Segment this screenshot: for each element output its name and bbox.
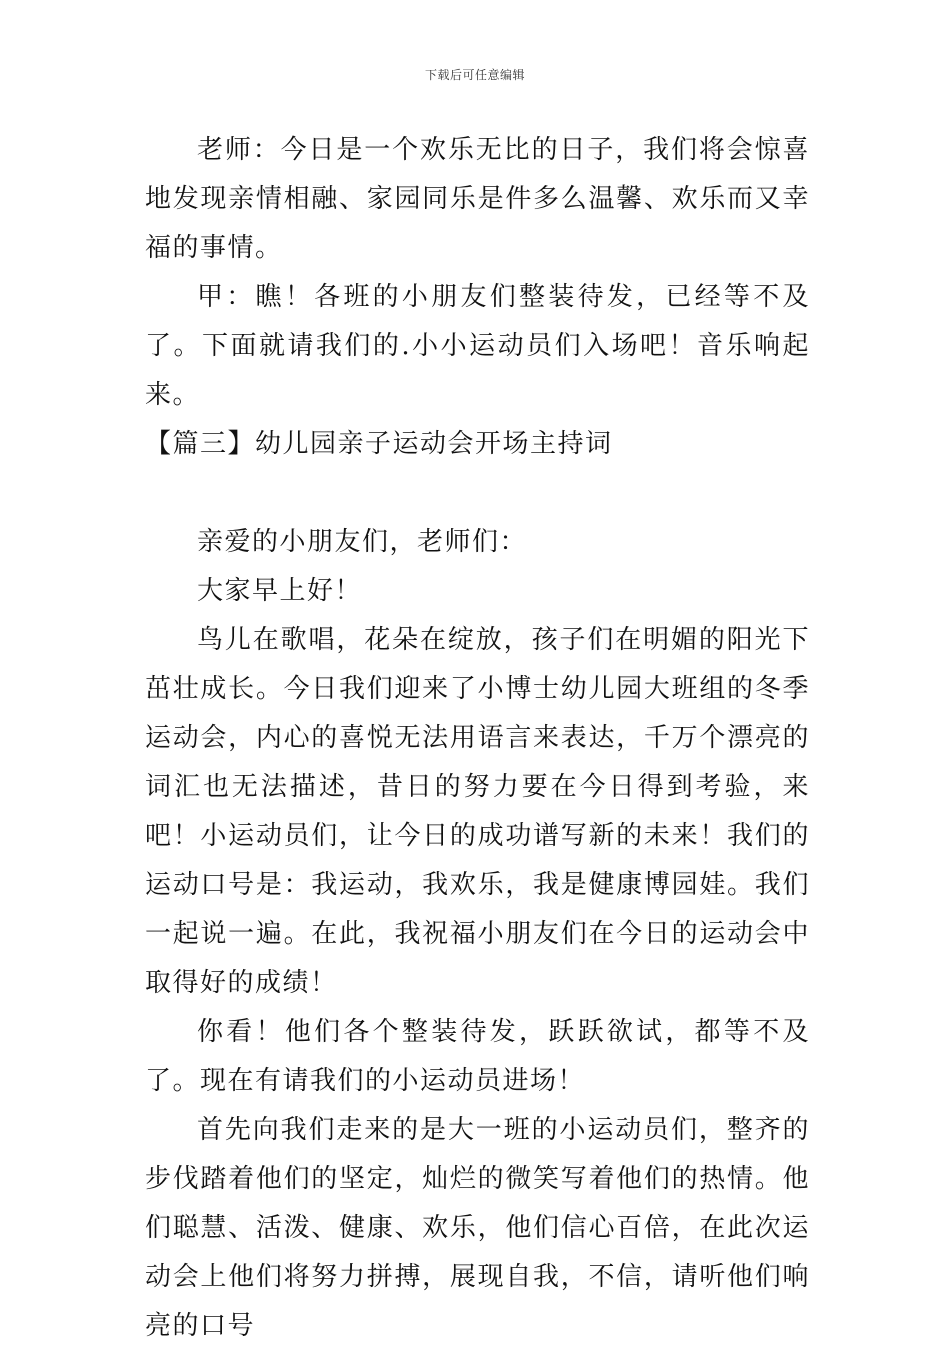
document-body bbox=[145, 126, 810, 1351]
paragraph-teacher: 老师：今日是一个欢乐无比的日子，我们将会惊喜地发现亲情相融、家园同乐是件多么温馨、欢乐而又幸福的事情。 bbox=[145, 135, 810, 263]
paragraph-jia: 甲：瞧！各班的小朋友们整装待发，已经等不及了。下面就请我们的.小小运动员们入场吧！音乐响起来。 bbox=[145, 282, 810, 410]
paragraph-birds: 鸟儿在歌唱，花朵在绽放，孩子们在明媚的阳光下茁壮成长。今日我们迎来了小博士幼儿园大班组的冬季运动会，内心的喜悦无法用语言来表达，千万个漂亮的词汇也无法描述，昔日的努力要在今日得到考验，来吧！小运动员们，让今日的成功谱写新的未来！我们的运动口号是：我运动，我欢乐，我是健康博园娃。我们一起说一遍。在此，我祝福小朋友们在今日的运动会中取得好的成绩！ bbox=[145, 625, 810, 998]
paragraph-look: 你看！他们各个整装待发，跃跃欲试，都等不及了。现在有请我们的小运动员进场！ bbox=[145, 1017, 810, 1096]
paragraph-first-class: 首先向我们走来的是大一班的小运动员们，整齐的步伐踏着他们的坚定，灿烂的微笑写着他们的热情。他们聪慧、活泼、健康、欢乐，他们信心百倍，在此次运动会上他们将努力拼搏，展现自我，不信，请听他们响亮的口号 bbox=[145, 1115, 810, 1341]
section-title: 【篇三】幼儿园亲子运动会开场主持词 bbox=[145, 429, 613, 459]
paragraph-greeting: 亲爱的小朋友们，老师们： bbox=[197, 527, 528, 557]
page-header: 下载后可任意编辑 bbox=[424, 68, 525, 82]
paragraph-good-morning: 大家早上好！ bbox=[197, 576, 363, 606]
